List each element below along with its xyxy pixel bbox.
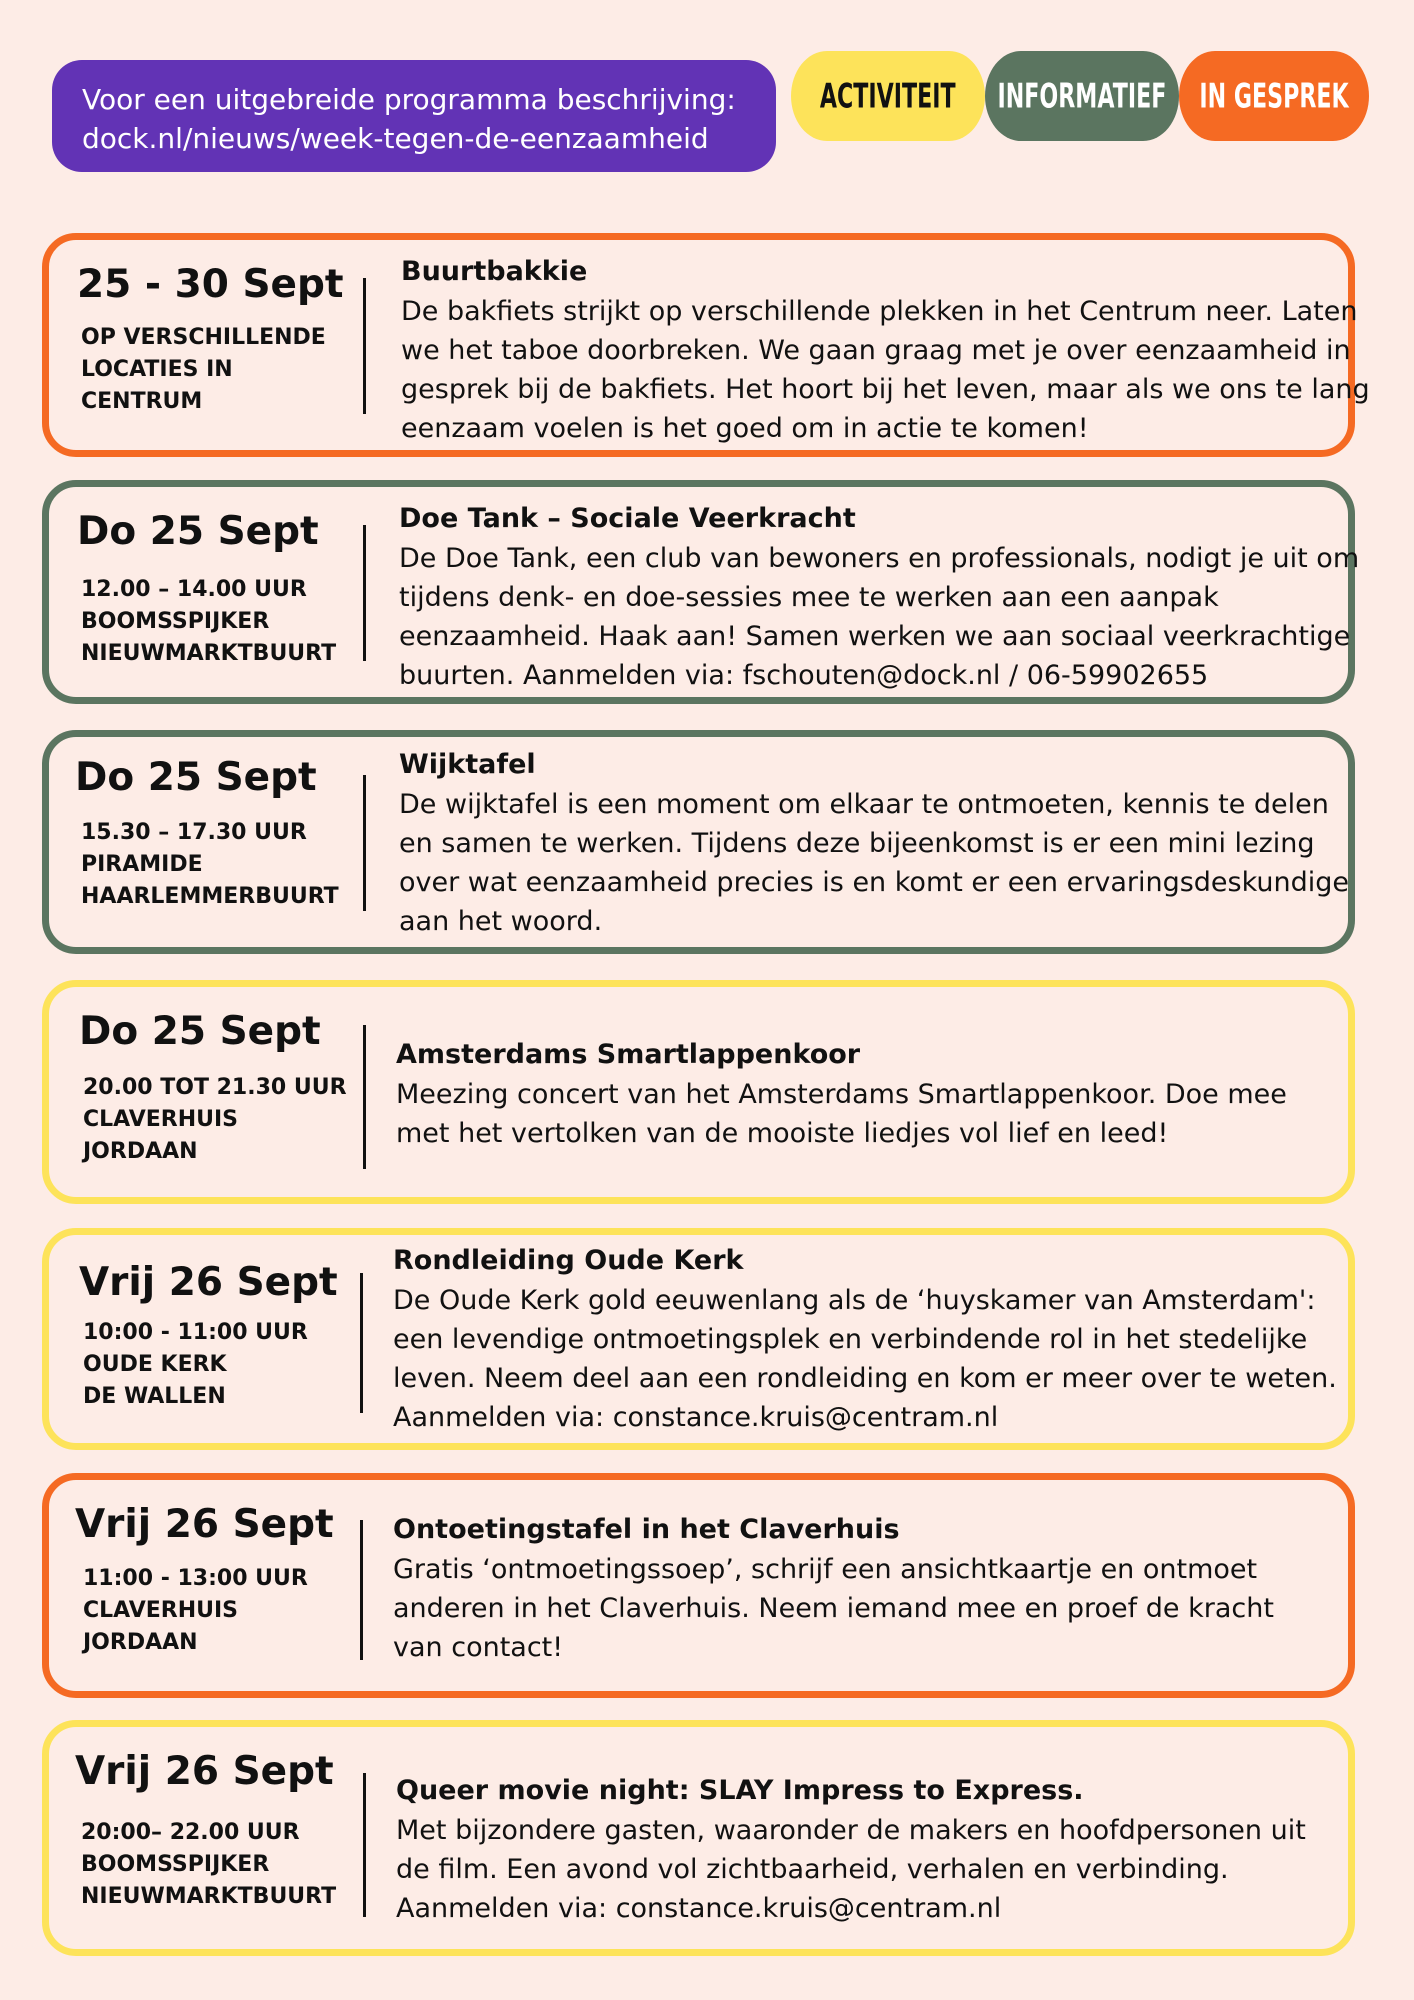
description-line: Aanmelden via: constance.kruis@centram.nl [393,1402,999,1433]
event-title: Doe Tank – Sociale Veerkracht [399,503,856,534]
card-divider [363,278,366,414]
event-title: Rondleiding Oude Kerk [393,1245,744,1276]
event-meta-line: 12.00 – 14.00 UUR [81,577,307,602]
event-title: Wijktafel [399,749,536,780]
tag-activiteit [791,51,985,141]
description-line: buurten. Aanmelden via: fschouten@dock.nl / 06-59902655 [399,660,1209,691]
event-meta [81,1817,336,1913]
event-meta-line: CLAVERHUIS [83,1107,238,1132]
description-line: over wat eenzaamheid precies is en komt er een ervaringsdeskundige [399,867,1350,898]
event-meta-line: BOOMSSPIJKER [81,609,270,634]
info-link[interactable]: dock.nl/nieuws/week-tegen-de-eenzaamheid [82,122,709,155]
card-divider [360,1520,363,1660]
info-line-1: Voor een uitgebreide programma beschrijving: [82,83,736,116]
event-description [393,1281,1337,1437]
event-title: Buurtbakkie [401,256,588,287]
event-meta-line: 11:00 - 13:00 UUR [83,1566,308,1591]
event-card-queer-movie-night [42,1720,1355,1956]
event-date: Vrij 26 Sept [79,1260,338,1305]
event-meta [81,574,336,670]
description-line: aan het woord. [399,906,603,937]
description-line: Gratis ‘ontmoetingssoep’, schrijf een ansichtkaartje en ontmoet [393,1554,1258,1585]
event-date: Vrij 26 Sept [75,1749,334,1794]
description-line: De Oude Kerk gold eeuwenlang als de ‘huyskamer van Amsterdam': [393,1285,1316,1316]
event-card-smartlappenkoor [42,980,1355,1204]
event-meta-line: PIRAMIDE [81,852,203,877]
card-divider [363,1773,366,1917]
tag-informatief-label: INFORMATIEF [997,76,1167,116]
description-line: eenzaamheid. Haak aan! Samen werken we aan sociaal veerkrachtige [399,621,1351,652]
event-card-wijktafel [42,730,1355,954]
event-description [399,785,1349,941]
event-meta-line: NIEUWMARKTBUURT [81,1884,337,1909]
event-meta-line: LOCATIES IN [81,357,233,382]
description-line: tijdens denk- en doe-sessies mee te werken aan een aanpak [399,582,1219,613]
event-card-buurtbakkie [42,233,1370,457]
event-meta-line: CENTRUM [81,389,203,414]
event-date: 25 - 30 Sept [77,262,344,307]
description-line: Met bijzondere gasten, waaronder de makers en hoofdpersonen uit [396,1815,1306,1846]
event-meta-line: 10:00 - 11:00 UUR [83,1320,308,1345]
event-meta [81,817,339,913]
description-line: we het taboe doorbreken. We gaan graag met je over eenzaamheid in [401,335,1351,366]
description-line: van contact! [393,1632,564,1663]
event-description [396,1811,1306,1928]
event-meta-line: CLAVERHUIS [83,1598,238,1623]
event-meta [81,322,326,418]
event-meta-line: HAARLEMMERBUURT [81,884,339,909]
card-divider [363,775,366,911]
description-line: eenzaam voelen is het goed om in actie te komen! [401,413,1089,444]
event-title: Ontoetingstafel in het Claverhuis [393,1514,900,1545]
event-description [393,1550,1274,1667]
event-meta-line: JORDAAN [83,1139,198,1164]
event-meta-line: NIEUWMARKTBUURT [81,641,337,666]
program-info-banner [52,60,776,172]
description-line: Meezing concert van het Amsterdams Smartlappenkoor. Doe mee [396,1079,1287,1110]
event-meta [83,1072,347,1168]
event-description [399,539,1359,695]
event-card-oude-kerk [42,1228,1355,1450]
event-title: Amsterdams Smartlappenkoor [396,1039,861,1070]
event-description [396,1075,1287,1153]
tag-activiteit-label: ACTIVITEIT [820,76,956,116]
event-meta-line: 15.30 – 17.30 UUR [81,820,307,845]
description-line: een levendige ontmoetingsplek en verbindende rol in het stedelijke [393,1324,1308,1355]
event-meta-line: OUDE KERK [83,1352,227,1377]
tag-informatief [985,51,1179,141]
description-line: de film. Een avond vol zichtbaarheid, verhalen en verbinding. [396,1854,1229,1885]
event-meta [83,1317,308,1413]
description-line: De Doe Tank, een club van bewoners en professionals, nodigt je uit om [399,543,1360,574]
tag-in-gesprek [1179,51,1369,141]
event-meta-line: DE WALLEN [83,1384,226,1409]
event-date: Do 25 Sept [77,509,319,554]
event-card-doe-tank [42,480,1360,704]
event-meta-line: OP VERSCHILLENDE [81,325,326,350]
description-line: en samen te werken. Tijdens deze bijeenkomst is er een mini lezing [399,828,1315,859]
tag-in-gesprek-label: IN GESPREK [1199,76,1349,116]
event-card-claverhuis [42,1473,1355,1698]
card-divider [363,525,366,661]
event-meta-line: 20:00– 22.00 UUR [81,1820,300,1845]
description-line: leven. Neem deel aan een rondleiding en kom er meer over te weten. [393,1363,1337,1394]
description-line: anderen in het Claverhuis. Neem iemand mee en proef de kracht [393,1593,1274,1624]
event-meta-line: 20.00 TOT 21.30 UUR [83,1075,347,1100]
event-meta-line: JORDAAN [83,1630,198,1655]
card-divider [360,1273,363,1413]
event-date: Do 25 Sept [79,1009,321,1054]
event-date: Vrij 26 Sept [75,1502,334,1547]
event-description [401,292,1370,448]
description-line: gesprek bij de bakfiets. Het hoort bij het leven, maar als we ons te lang [401,374,1370,405]
description-line: met het vertolken van de mooiste liedjes vol lief en leed! [396,1118,1169,1149]
event-title: Queer movie night: SLAY Impress to Express. [396,1775,1084,1806]
description-line: De wijktafel is een moment om elkaar te ontmoeten, kennis te delen [399,789,1329,820]
event-meta [83,1563,308,1659]
card-divider [363,1025,366,1169]
event-date: Do 25 Sept [75,755,317,800]
event-meta-line: BOOMSSPIJKER [81,1852,270,1877]
description-line: De bakfiets strijkt op verschillende plekken in het Centrum neer. Laten [401,296,1358,327]
description-line: Aanmelden via: constance.kruis@centram.nl [396,1893,1002,1924]
